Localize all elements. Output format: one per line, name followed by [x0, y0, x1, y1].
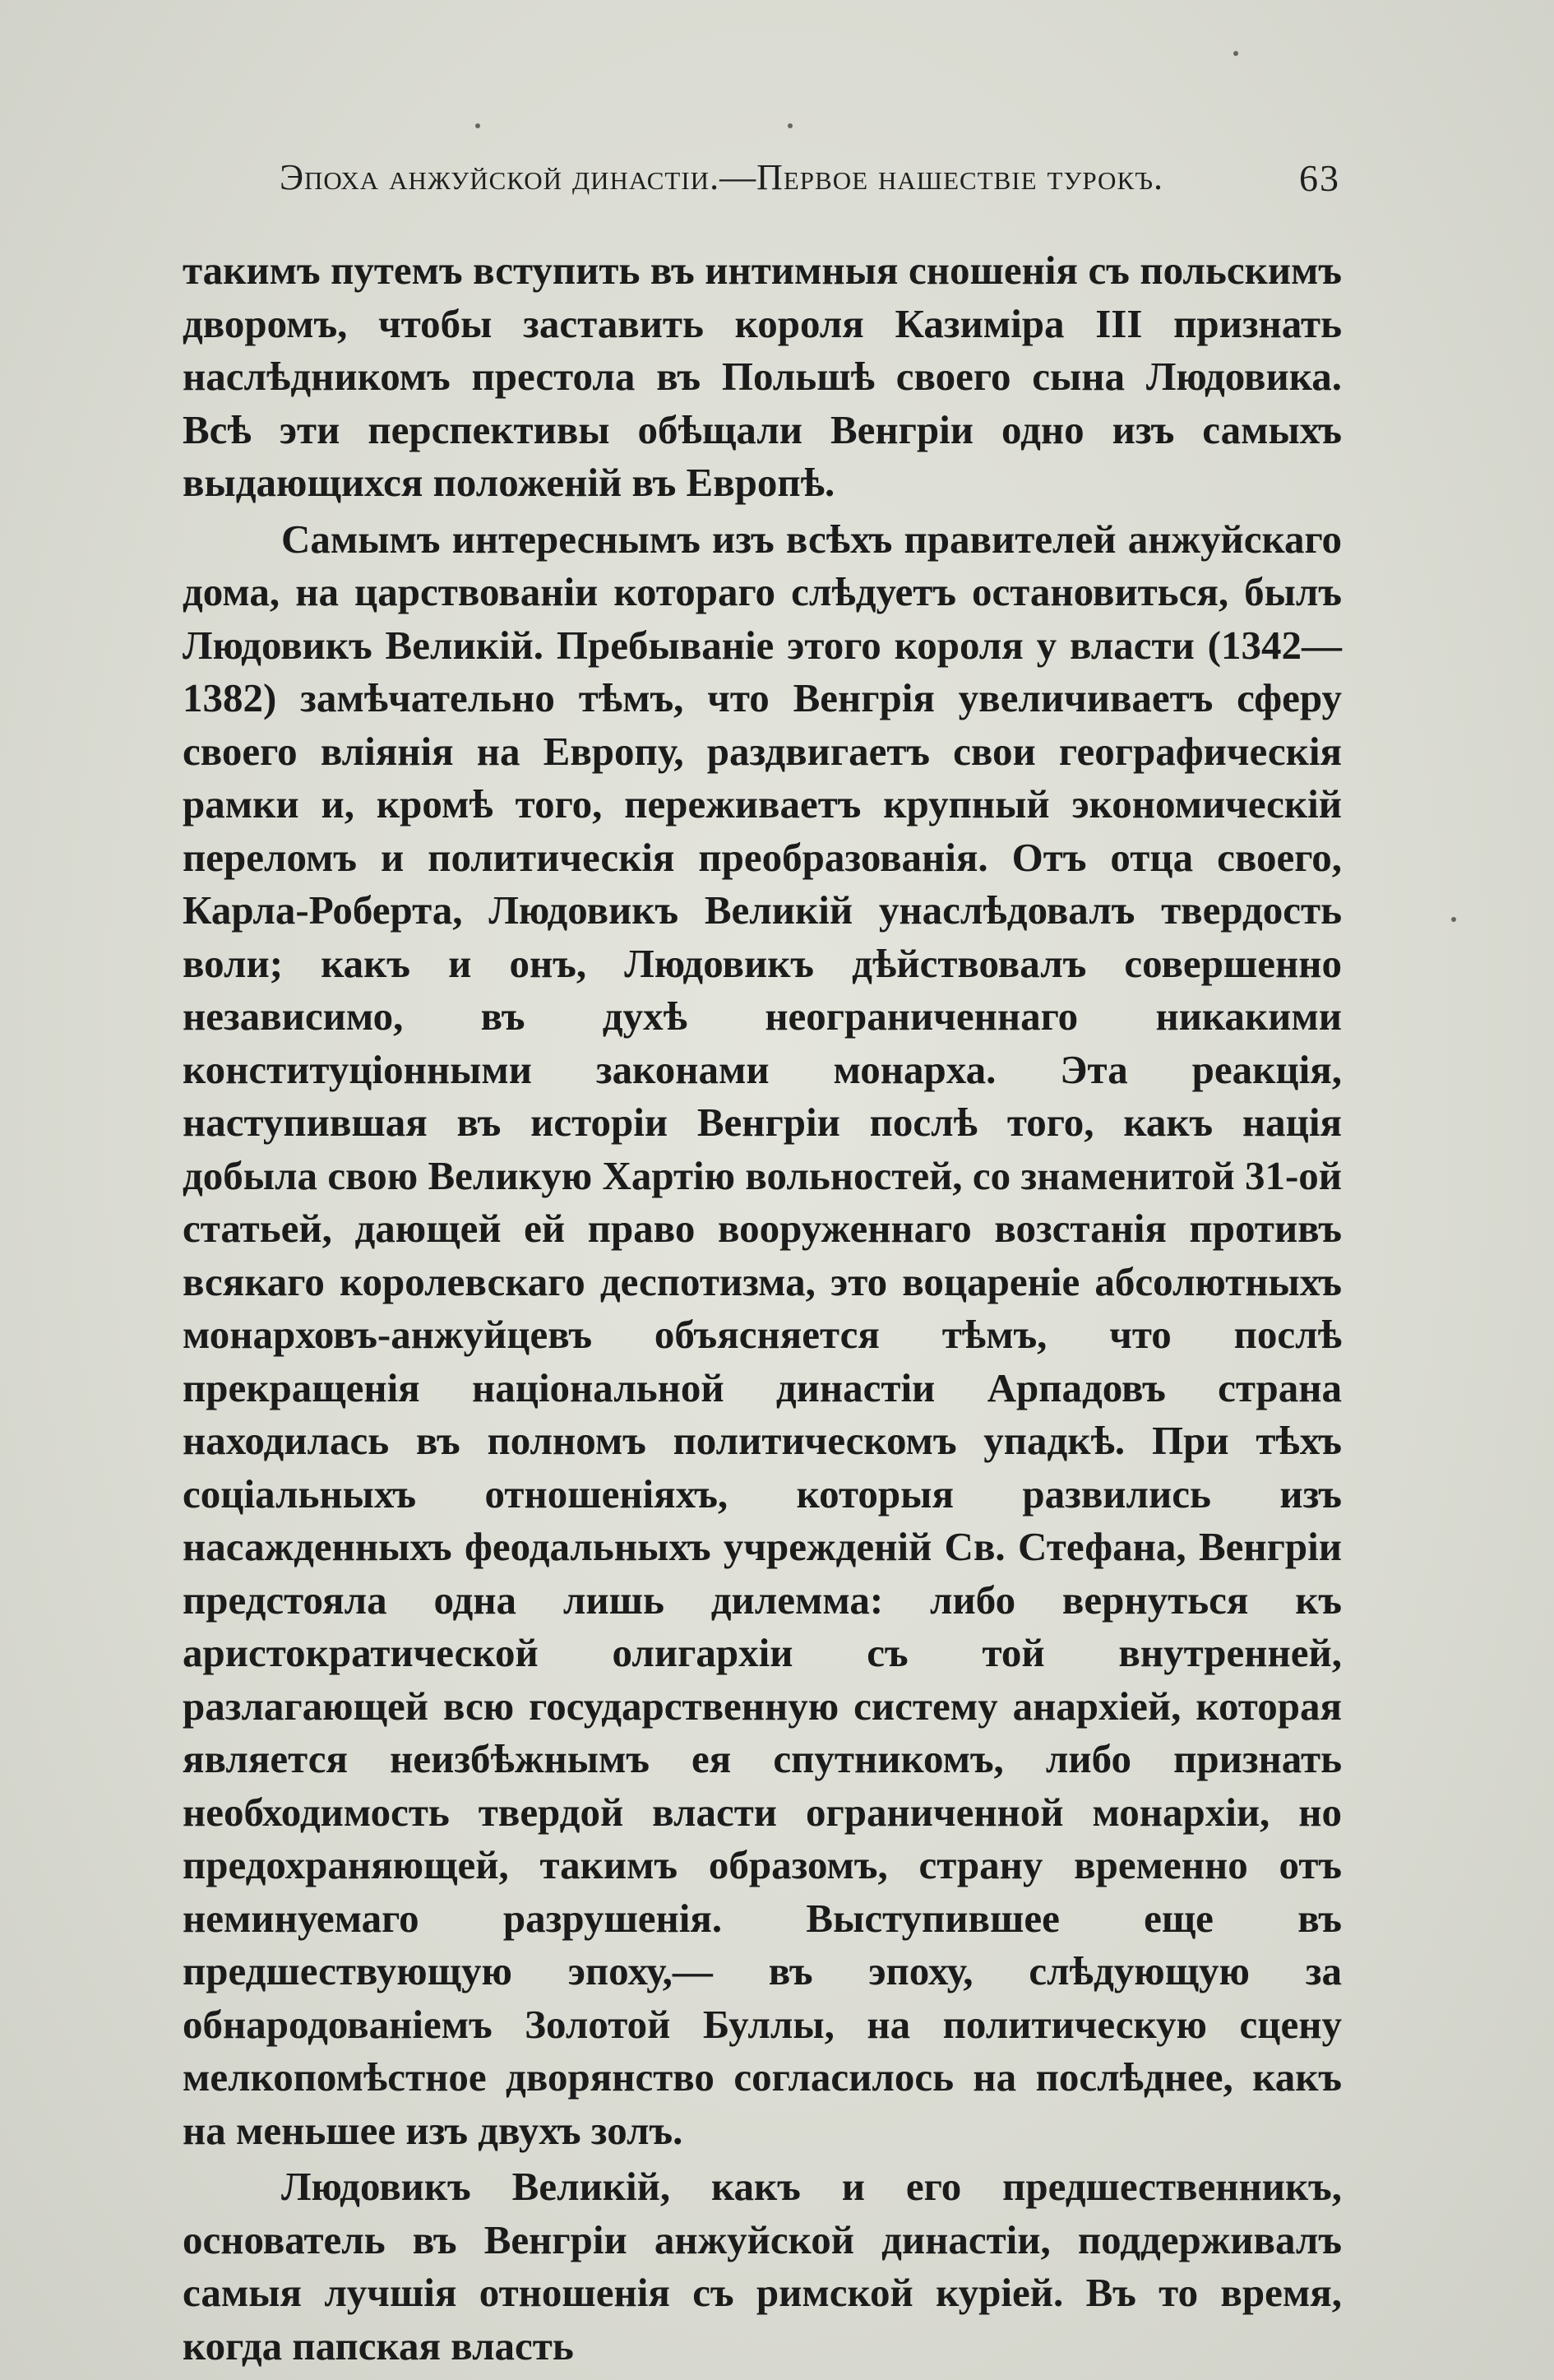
ink-speck	[1233, 51, 1238, 56]
paragraph-1: такимъ путемъ вступить въ интимныя сношенія съ польскимъ дворомъ, чтобы заставить короля Казиміра III признать наслѣдникомъ престола въ Польшѣ своего сына Людовика. Всѣ эти перспективы обѣщали Венгріи одно изъ самыхъ выдающихся положеній въ Европѣ.	[183, 248, 1342, 505]
running-title: Эпоха анжуйской династіи.—Первое нашествіе турокъ.	[280, 157, 1164, 197]
body-text	[183, 244, 1342, 2373]
page-header	[280, 156, 1340, 206]
ink-speck	[475, 123, 480, 128]
ink-speck	[1451, 917, 1456, 922]
ink-speck	[788, 123, 793, 128]
page-number: 63	[1299, 157, 1340, 199]
paragraph-2: Самымъ интереснымъ изъ всѣхъ правителей анжуйскаго дома, на царствованіи котораго слѣдуетъ остановиться, былъ Людовикъ Великій. Пребываніе этого короля у власти (1342—1382) замѣчательно тѣмъ, что Венгрія увеличиваетъ сферу своего вліянія на Европу, раздвигаетъ свои географическія рамки и, кромѣ того, переживаетъ крупный экономическій переломъ и политическія преобразованія. Отъ отца своего, Карла-Роберта, Людовикъ Великій унаслѣдовалъ твердость воли; какъ и онъ, Людовикъ дѣйствовалъ совершенно независимо, въ духѣ неограниченнаго никакими конституціонными законами монарха. Эта реакція, наступившая въ исторіи Венгріи послѣ того, какъ нація добыла свою Великую Хартію вольностей, со знаменитой 31-ой статьей, дающей ей право вооруженнаго возстанія противъ всякаго королевскаго деспотизма, это воцареніе абсолютныхъ монарховъ-анжуйцевъ объясняется тѣмъ, что послѣ прекращенія національной династіи Арпадовъ страна находилась въ полномъ политическомъ упадкѣ. При тѣхъ соціальныхъ отношеніяхъ, которыя развились изъ насажденныхъ феодальныхъ учрежденій Св. Стефана, Венгріи предстояла одна лишь дилемма: либо вернуться къ аристократической олигархіи съ той внутренней, разлагающей всю государственную систему анархіей, которая является неизбѣжнымъ ея спутникомъ, либо признать необходимость твердой власти ограниченной монархіи, но предохраняющей, такимъ образомъ, страну временно отъ неминуемаго разрушенія. Выступившее еще въ предшествующую эпоху,— въ эпоху, слѣдующую за обнародованіемъ Золотой Буллы, на политическую сцену мелкопомѣстное дворянство согласилось на послѣднее, какъ на меньшее изъ двухъ золъ.	[183, 516, 1342, 2153]
paragraph-3: Людовикъ Великій, какъ и его предшественникъ, основатель въ Венгріи анжуйской династіи, поддерживалъ самыя лучшія отношенія съ римской куріей. Въ то время, когда папская власть	[183, 2164, 1342, 2368]
